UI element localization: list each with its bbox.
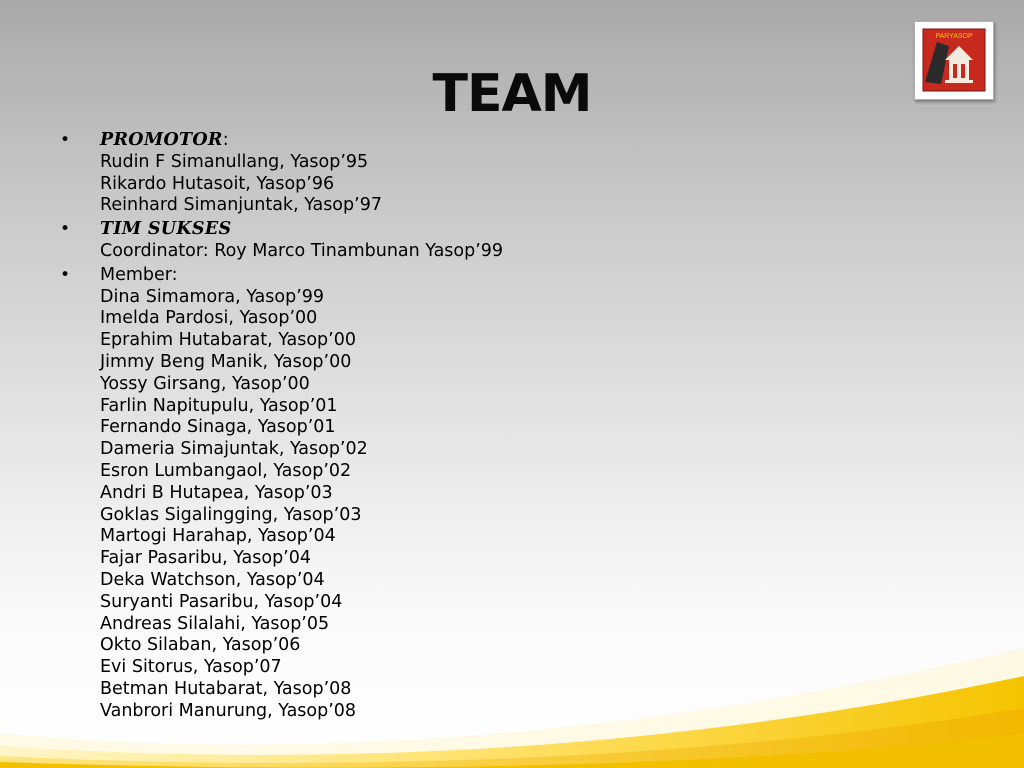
member-name: Suryanti Pasaribu, Yasop’04: [100, 591, 343, 612]
tim-sukses-coordinator: Coordinator: Roy Marco Tinambunan Yasop’99: [100, 240, 504, 261]
logo-text: PARYASOP: [935, 33, 973, 40]
member-name: Dina Simamora, Yasop’99: [100, 286, 325, 307]
list-item-promotor: [60, 130, 760, 217]
promotor-member: Reinhard Simanjuntak, Yasop’97: [100, 195, 382, 216]
member-name: Farlin Napitupulu, Yasop’01: [100, 395, 338, 416]
member-name: Fernando Sinaga, Yasop’01: [100, 417, 336, 438]
promotor-colon: :: [222, 130, 229, 150]
promotor-heading: PROMOTOR: [100, 130, 223, 150]
member-name: Imelda Pardosi, Yasop’00: [100, 308, 318, 329]
member-name: Goklas Sigalingging, Yasop’03: [100, 504, 362, 525]
member-name: Yossy Girsang, Yasop’00: [100, 373, 310, 394]
slide-title: TEAM: [432, 64, 592, 124]
bullet-icon: •: [60, 264, 71, 285]
paryasop-logo-icon: [915, 22, 993, 99]
member-name: Andri B Hutapea, Yasop’03: [100, 482, 333, 503]
promotor-member: Rikardo Hutasoit, Yasop’96: [100, 173, 335, 194]
member-name: Jimmy Beng Manik, Yasop’00: [100, 351, 352, 372]
team-list: [60, 130, 760, 725]
list-item-tim-sukses: [60, 219, 760, 263]
member-name: Fajar Pasaribu, Yasop’04: [100, 548, 312, 569]
member-name: Dameria Simajuntak, Yasop’02: [100, 439, 368, 460]
member-name: Eprahim Hutabarat, Yasop’00: [100, 330, 356, 351]
member-name: Andreas Silalahi, Yasop’05: [100, 613, 330, 634]
member-name: Betman Hutabarat, Yasop’08: [100, 678, 352, 699]
list-item-member: [60, 265, 760, 723]
promotor-member: Rudin F Simanullang, Yasop’95: [100, 151, 369, 172]
member-name: Evi Sitorus, Yasop’07: [100, 657, 282, 678]
member-name: Esron Lumbangaol, Yasop’02: [100, 460, 352, 481]
member-name: Vanbrori Manurung, Yasop’08: [100, 700, 357, 721]
member-name: Martogi Harahap, Yasop’04: [100, 526, 336, 547]
bullet-icon: •: [60, 130, 71, 150]
member-name: Okto Silaban, Yasop’06: [100, 635, 301, 656]
paryasop-logo: [914, 21, 994, 100]
tim-sukses-heading: TIM SUKSES: [100, 219, 232, 240]
bullet-icon: •: [60, 219, 71, 240]
member-name: Deka Watchson, Yasop’04: [100, 569, 325, 590]
member-heading: Member:: [100, 264, 178, 285]
